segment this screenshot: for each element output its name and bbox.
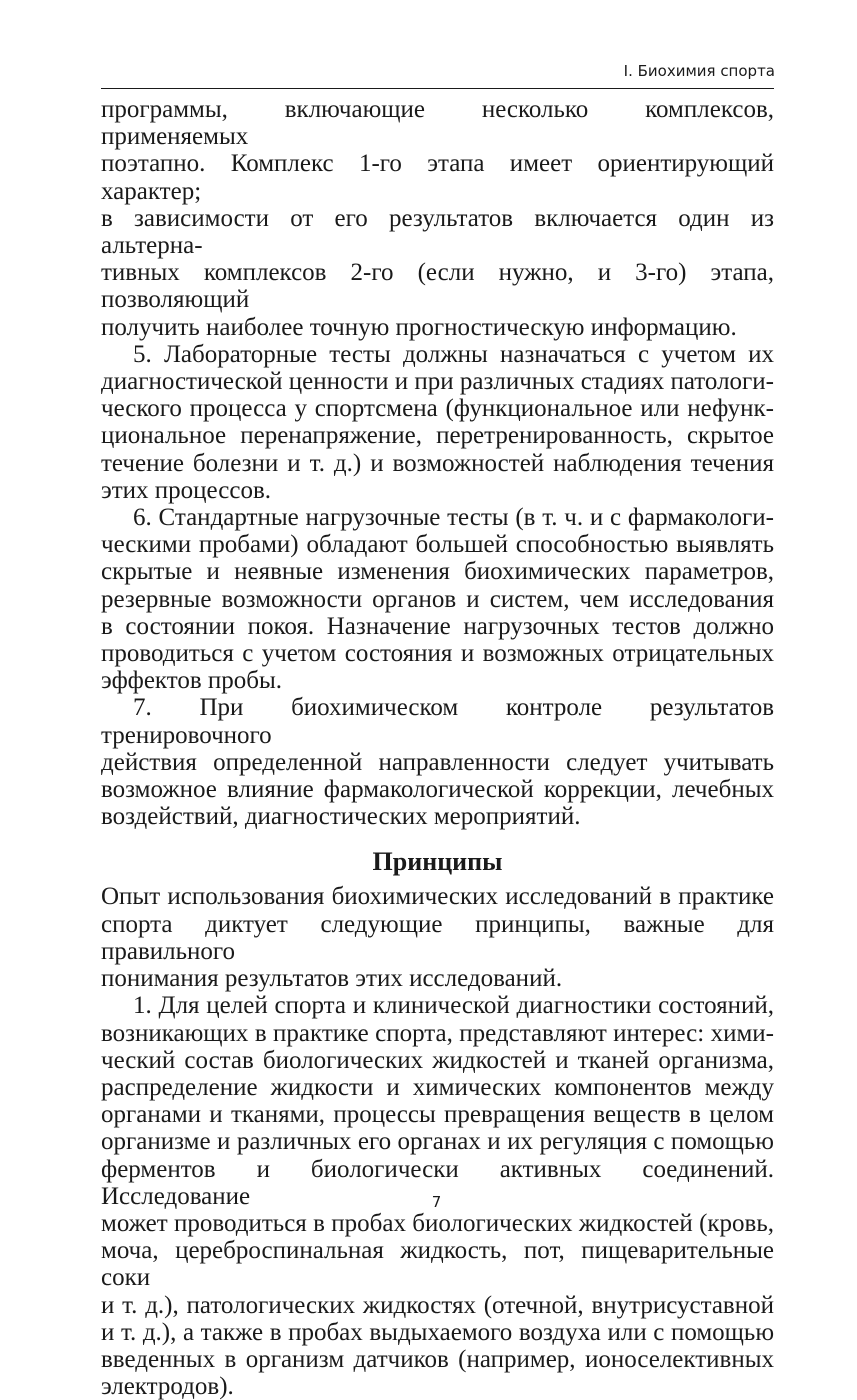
page-number: 7	[431, 1193, 442, 1211]
paragraph	[101, 504, 774, 694]
text-line: распределение жидкости и химических компонентов между	[101, 1073, 774, 1101]
text-line: и т. д.), патологических жидкостях (отечной, внутрисуставной	[101, 1291, 774, 1319]
text-line: 6. Стандартные нагрузочные тесты (в т. ч. и с фармакологи-	[133, 504, 774, 532]
text-line: возникающих в практике спорта, представляют интерес: хими-	[101, 1019, 774, 1047]
paragraphs-before	[101, 96, 774, 830]
text-line: ческий состав биологических жидкостей и тканей организма,	[101, 1046, 774, 1074]
text-line: скрытые и неявные изменения биохимических параметров,	[101, 558, 774, 586]
text-line: течение болезни и т. д.) и возможностей наблюдения течения	[101, 449, 774, 477]
text-line: введенных в организм датчиков (например, ионоселективных	[101, 1345, 774, 1373]
text-line: спорта диктует следующие принципы, важные для правильного	[101, 910, 774, 965]
text-line: тивных комплексов 2-го (если нужно, и 3-го) этапа, позволяющий	[101, 259, 774, 314]
text-line: понимания результатов этих исследований.	[101, 965, 563, 993]
text-line: программы, включающие несколько комплексов, применяемых	[101, 96, 774, 151]
text-line: проводиться с учетом состояния и возможных отрицательных	[101, 640, 774, 668]
text-line: поэтапно. Комплекс 1-го этапа имеет ориентирующий характер;	[101, 150, 774, 205]
paragraph	[101, 694, 774, 830]
text-line: ческого процесса у спортсмена (функциональное или нефунк-	[101, 395, 774, 423]
text-line: 1. Для целей спорта и клинической диагностики состояний,	[133, 992, 774, 1020]
text-line: резервные возможности органов и систем, чем исследования	[101, 585, 774, 613]
paragraph	[101, 341, 774, 504]
text-line: может проводиться в пробах биологических жидкостей (кровь,	[101, 1209, 774, 1237]
header-rule	[101, 88, 774, 89]
text-line: действия определенной направленности следует учитывать	[101, 748, 774, 776]
text-line: воздействий, диагностических мероприятий.	[101, 803, 581, 831]
running-head: I. Биохимия спорта	[623, 62, 775, 80]
paragraph	[101, 96, 774, 341]
section-heading: Принципы	[372, 847, 503, 877]
text-line: и т. д.), а также в пробах выдыхаемого воздуха или с помощью	[101, 1318, 774, 1346]
text-line: электродов).	[101, 1373, 234, 1400]
text-line: органами и тканями, процессы превращения веществ в целом	[101, 1101, 774, 1129]
text-line: получить наиболее точную прогностическую информацию.	[101, 313, 737, 341]
text-line: организме и различных его органах и их регуляция с помощью	[101, 1128, 774, 1156]
text-line: в состоянии покоя. Назначение нагрузочных тестов должно	[101, 612, 774, 640]
text-line: возможное влияние фармакологической коррекции, лечебных	[101, 776, 774, 804]
text-line: 5. Лабораторные тесты должны назначаться с учетом их	[133, 340, 774, 368]
text-line: Опыт использования биохимических исследований в практике	[101, 883, 774, 911]
text-line: эффектов пробы.	[101, 667, 283, 695]
paragraphs-after	[101, 883, 774, 1400]
text-line: диагностической ценности и при различных стадиях патологи-	[101, 368, 775, 396]
text-line: циональное перенапряжение, перетренированность, скрытое	[101, 422, 774, 450]
text-line: ческими пробами) обладают большей способностью выявлять	[101, 531, 774, 559]
paragraph	[101, 883, 774, 992]
text-line: этих процессов.	[101, 476, 272, 504]
text-line: 7. При биохимическом контроле результатов тренировочного	[101, 694, 774, 749]
text-line: ферментов и биологически активных соединений. Исследование	[101, 1155, 774, 1210]
text-line: в зависимости от его результатов включается один из альтерна-	[101, 204, 774, 260]
text-line: моча, цереброспинальная жидкость, пот, пищеварительные соки	[101, 1237, 774, 1292]
